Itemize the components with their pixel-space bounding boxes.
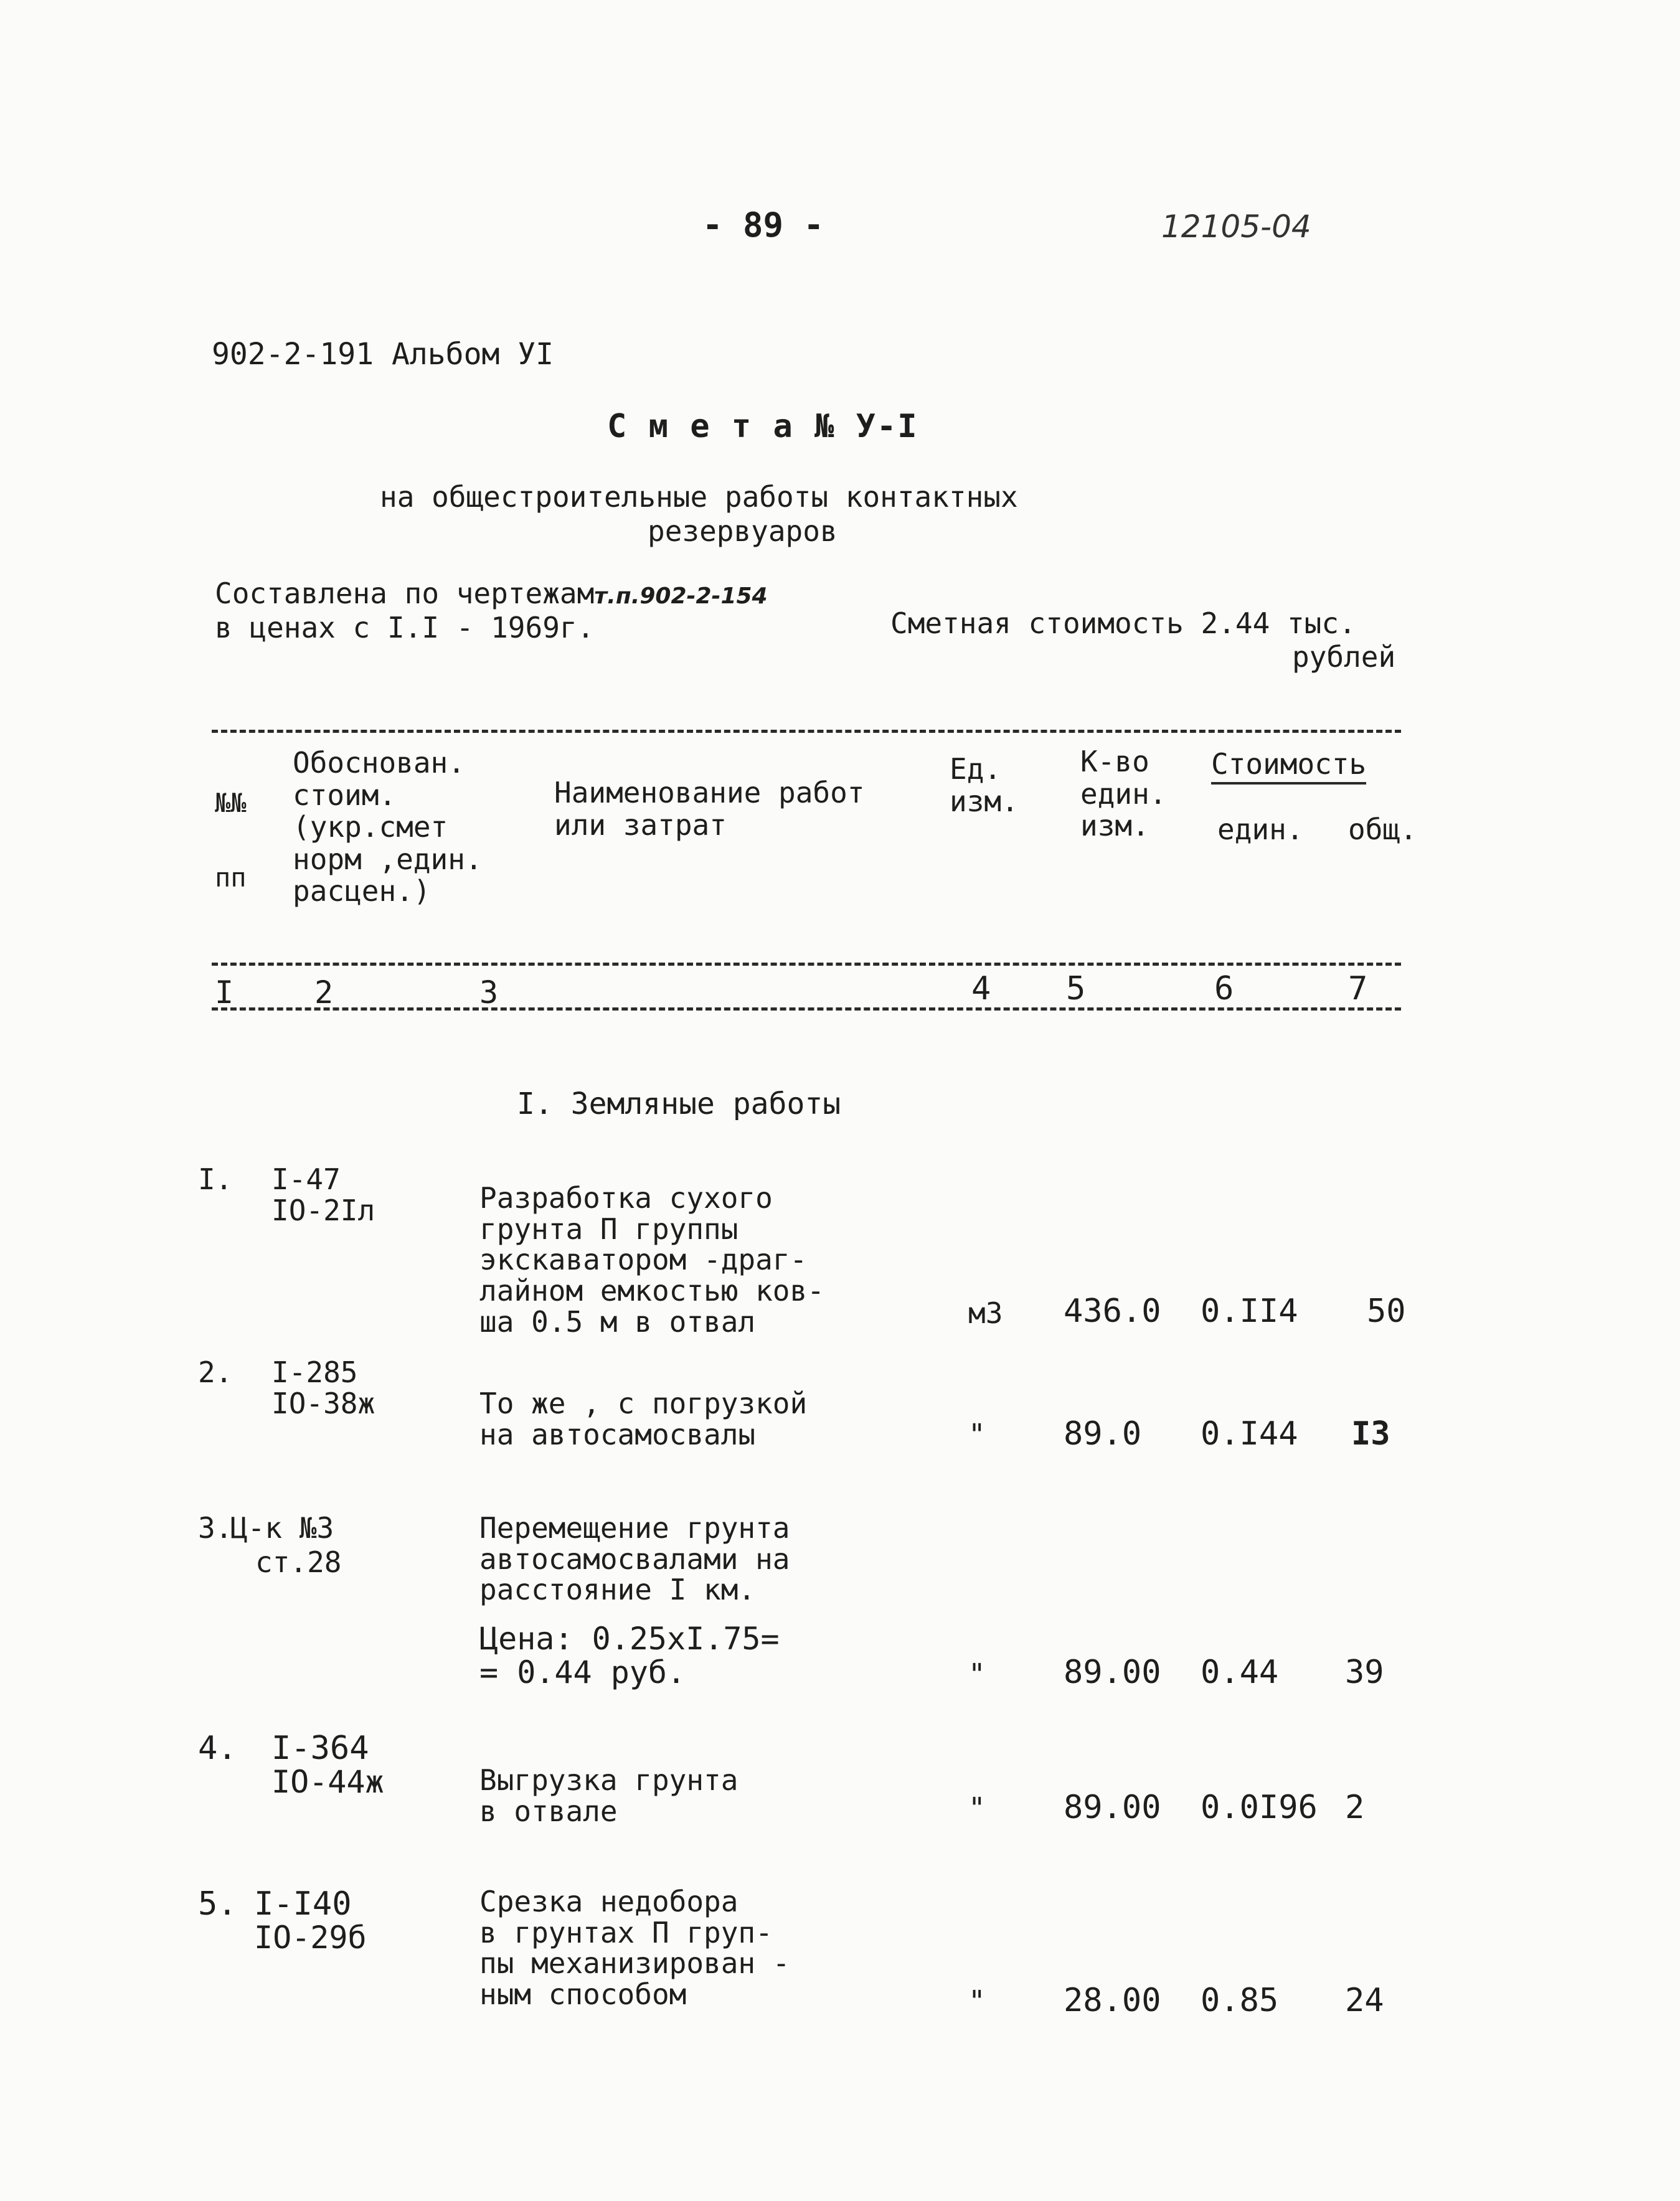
estimated-cost: Сметная стоимость 2.44 тыс.: [890, 606, 1356, 640]
header-col6: един.: [1217, 813, 1304, 846]
estimate-subtitle-1: на общестроительные работы контактных: [380, 480, 1018, 514]
row-description-line: грунта П группы: [479, 1212, 739, 1246]
row-quantity: 89.0: [1064, 1415, 1142, 1453]
row-description-line: в грунтах П груп-: [479, 1915, 773, 1949]
row-description-line: на автосамосвалы: [479, 1417, 756, 1451]
row-unit-price: 0.44: [1201, 1654, 1279, 1691]
header-col3-line2: или затрат: [554, 808, 727, 842]
page-number: - 89 -: [702, 205, 824, 245]
row-unit: ": [968, 1418, 986, 1451]
row-unit: ": [968, 1657, 986, 1691]
row-description-line: Перемещение грунта: [479, 1511, 790, 1545]
row-price-note: [479, 1622, 780, 1689]
row-total: 50: [1367, 1293, 1406, 1330]
header-col5-line2: един.: [1080, 776, 1167, 811]
row-description-line: расстояние I км.: [479, 1573, 756, 1607]
header-col1-line1: №№: [215, 788, 247, 818]
row-description-line: Разработка сухого: [479, 1181, 773, 1215]
header-col5: [1080, 746, 1166, 842]
column-number-2: 2: [314, 974, 334, 1011]
row-number: 3.: [198, 1511, 233, 1545]
header-col4: [950, 753, 1019, 818]
header-col4-line2: изм.: [950, 784, 1019, 818]
header-col4-line1: Ед.: [950, 752, 1002, 786]
column-number-1: I: [215, 974, 234, 1011]
row-quantity: 89.00: [1064, 1654, 1161, 1691]
row-unit-price: 0.85: [1201, 1982, 1279, 2019]
row-description-line: в отвале: [479, 1794, 618, 1828]
row-number: I.: [198, 1162, 233, 1196]
row-unit: ": [968, 1984, 986, 2018]
row-price-note-line: Цена: 0.25хI.75=: [479, 1621, 780, 1657]
header-cost-title: Стоимость: [1211, 747, 1366, 785]
header-col2: [293, 747, 483, 908]
row-quantity: 28.00: [1064, 1982, 1161, 2019]
header-col5-line3: изм.: [1080, 809, 1149, 843]
header-col1-line2: пп: [215, 862, 247, 893]
row-number: 2.: [198, 1355, 233, 1389]
row-total: 2: [1345, 1789, 1365, 1826]
row-unit: ": [968, 1791, 986, 1825]
row-code-secondary: IO-38ж: [271, 1387, 375, 1420]
row-code: I-364: [271, 1730, 369, 1767]
row-description: [479, 1765, 738, 1827]
header-bottom-rule: [212, 1007, 1401, 1011]
row-price-note-line: = 0.44 руб.: [479, 1654, 686, 1690]
column-number-7: 7: [1348, 970, 1368, 1007]
estimate-title: С м е т а № У-I: [607, 408, 918, 445]
row-number: 4.: [198, 1730, 237, 1767]
header-col5-line1: К-во: [1080, 745, 1149, 778]
row-number: 5.: [198, 1885, 237, 1923]
header-col2-line3: (укр.смет: [293, 810, 448, 844]
row-code-secondary: IO-44ж: [271, 1764, 384, 1800]
header-col2-line1: Обоснован.: [293, 746, 465, 780]
row-description-line: Выгрузка грунта: [479, 1763, 739, 1797]
header-col3: [554, 777, 865, 841]
row-description: [479, 1887, 790, 2010]
row-code: I-47: [271, 1162, 341, 1196]
row-description-line: пы механизирован -: [479, 1946, 790, 1981]
row-unit-price: 0.0I96: [1201, 1789, 1318, 1826]
row-total: 39: [1345, 1654, 1384, 1691]
row-description: [479, 1513, 790, 1606]
row-code-secondary: IO-2Iл: [271, 1194, 375, 1227]
row-description-line: То же , с погрузкой: [479, 1387, 808, 1420]
column-number-4: 4: [971, 970, 991, 1007]
header-col3-line1: Наименование работ: [554, 776, 865, 809]
header-col2-line4: норм ,един.: [293, 842, 483, 876]
row-quantity: 436.0: [1064, 1293, 1161, 1330]
column-number-3: 3: [479, 974, 499, 1011]
row-description-line: ша 0.5 м в отвал: [479, 1304, 756, 1339]
compiled-label: [215, 579, 768, 608]
row-total: I3: [1351, 1415, 1390, 1453]
row-description-line: лайном емкостью ков-: [479, 1274, 824, 1308]
section-heading: I. Земляные работы: [517, 1086, 841, 1121]
header-mid-rule: [212, 963, 1401, 966]
row-unit: м3: [968, 1296, 1003, 1330]
row-code-secondary: ст.28: [255, 1545, 342, 1579]
document-reference: 902-2-191 Альбом УI: [212, 337, 554, 372]
row-unit-price: 0.I44: [1201, 1415, 1298, 1453]
row-description: [479, 1183, 824, 1337]
header-col1: [215, 778, 247, 903]
row-description-line: автосамосвалами на: [479, 1542, 790, 1576]
header-top-rule: [212, 730, 1401, 733]
row-code: I-I40: [254, 1885, 352, 1923]
header-col2-line5: расцен.): [293, 874, 431, 908]
row-description-line: ным способом: [479, 1977, 687, 2012]
row-quantity: 89.00: [1064, 1789, 1161, 1826]
archive-stamp: 12105-04: [1161, 209, 1311, 245]
row-description: [479, 1388, 807, 1450]
header-col7: общ.: [1348, 813, 1417, 846]
compiled-ref: т.п.902-2-154: [594, 583, 768, 609]
column-number-5: 5: [1066, 970, 1086, 1007]
row-code: Ц-к №3: [230, 1511, 334, 1545]
row-description-line: Срезка недобора: [479, 1885, 739, 1918]
estimated-cost-unit: рублей: [1292, 640, 1396, 674]
row-code-secondary: IO-29б: [254, 1920, 367, 1956]
row-code: I-285: [271, 1355, 358, 1389]
header-col2-line2: стоим.: [293, 778, 397, 812]
estimate-subtitle-2: резервуаров: [648, 514, 838, 548]
row-unit-price: 0.II4: [1201, 1293, 1298, 1330]
column-number-6: 6: [1214, 970, 1234, 1007]
compiled-text: Составлена по чертежам: [215, 577, 595, 610]
row-description-line: экскаватором -драг-: [479, 1243, 808, 1277]
row-total: 24: [1345, 1982, 1384, 2019]
prices-label: в ценах с I.I - 1969г.: [215, 611, 595, 644]
